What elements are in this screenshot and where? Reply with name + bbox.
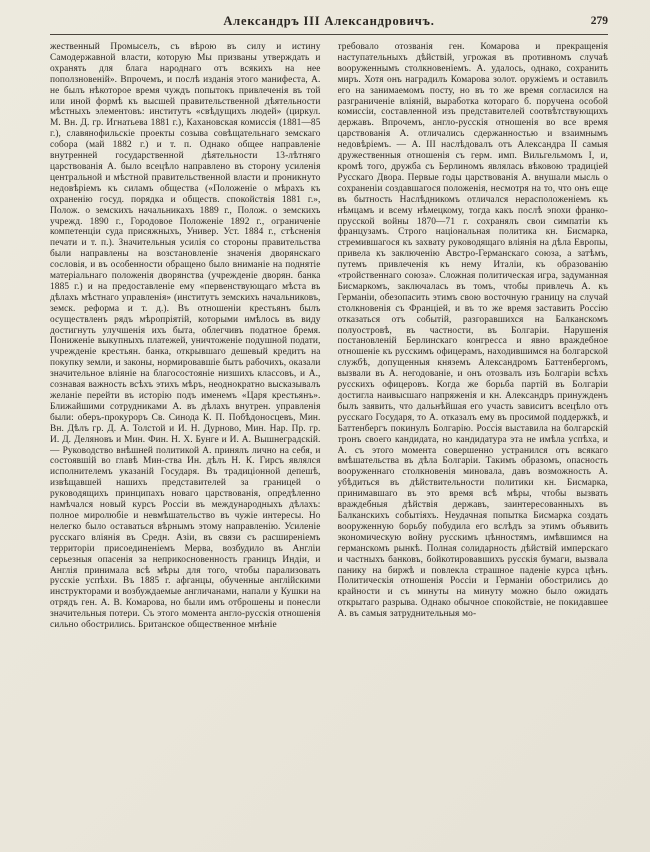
- text-column-right: требовало отозванія ген. Комарова и прекращенія наступательныхъ дѣйствій, угрожая въ противномъ случаѣ вооруженнымъ столкновеніемъ. А. удалось, однако, сохранить миръ. Хотя онъ наградилъ Комарова золот. оружіемъ и оставилъ его на занимаемомъ посту, но въ то же время согласился на разграниченіе вліяній, выработка котораго б. поручена особой комиссіи, составленной изъ представителей соотвѣтствующихъ державъ. Впрочемъ, англо-русскія отношенія во все время царствованія А. отличались сдержанностью и взаимнымъ недовѣріемъ. — А. III наслѣдовалъ отъ Александра II самыя дружественныя отношенія съ герм. имп. Вильгельмомъ I, и, кромѣ того, дружба съ Берлиномъ являлась вѣковою традиціей Русскаго Двора. Первые годы царствованія А. внушали мысль о сохраненіи создавшагося положенія, несмотря на то, что онъ еще въ бытность Наслѣдникомъ отличался нерасположеніемъ къ нѣмцамъ и всему нѣмецкому, тогда какъ послѣ эпохи франко-прусской войны 1870—71 г. сохранялъ свои симпатіи къ французамъ. Строго національная политика кн. Бисмарка, стремившагося къ захвату руководящаго вліянія на дѣла Европы, привела къ заключенію Австро-Германскаго союза, а затѣмъ, путемъ привлеченія къ нему Италіи, къ образованію «тройственнаго союза». Сложная политическая игра, задуманная Бисмаркомъ, заключалась въ томъ, чтобы привлечь А. къ Германіи, обезопасить этимъ свою восточную границу на случай столкновенія съ Франціей, и въ то же время заставить Россію отказаться отъ событій, разгоравшихся на Балканскомъ полуостровѣ, въ частности, въ Болгаріи. Нарушенія постановленій Берлинскаго конгресса и явно враждебное отношеніе къ русскимъ офицерамъ, находившимся на болгарской службѣ, допущенныя княземъ Александромъ Баттенбергомъ, вызвали въ А. негодованіе, и онъ отозвалъ изъ Болгаріи всѣхъ русскихъ офицеровъ. Когда же борьба партій въ Болгаріи достигла наивысшаго напряженія и кн. Александръ принужденъ былъ заявить, что дальнѣйшая его участь зависитъ всецѣло отъ русскаго Государя, то А. отказалъ ему въ просимой поддержкѣ, и Баттенбергъ покинулъ Болгарію. Россія выставила на болгарскій тронъ своего кандидата, но кандидатура эта не имѣла успѣха, и А. съ этого момента совершенно устранился отъ всякаго вмѣшательства въ дѣла Болгаріи. Такимъ образомъ, опасность вооруженнаго столкновенія миновала, давъ возможность А. убѣдиться въ дѣйствительности политики кн. Бисмарка, принимавшаго въ это время всѣ мѣры, чтобы вызвать враждебныя дѣйствія державъ, заинтересованныхъ въ Балканскихъ событіяхъ. Неудачная попытка Бисмарка создать вооруженную борьбу побудила его вслѣдъ за этимъ объявить экономическую войну русскимъ цѣнностямъ, имѣвшимся на германскомъ рынкѣ. Полная солидарность дѣйствій имперскаго и частныхъ банковъ, бойкотировавшихъ русскія бумаги, вызвала панику на биржѣ и повлекла страшное паденіе курса цѣнъ. Политическія отношенія Россіи и Германіи обострились до крайности и съ минуты на минуту можно было ожидать открытаго разрыва. Однако обычное спокойствіе, не покидавшее А. въ самыя затруднительныя мо-: [337, 42, 608, 620]
- page-number: 279: [590, 15, 608, 27]
- text-column-left: жественный Промыселъ, съ вѣрою въ силу и истину Самодержавной власти, которую Мы призваны утверждать и охранять для блага народнаго отъ всякихъ на нее поползновеній». Впрочемъ, и послѣ изданія этого манифеста, А. не былъ нѣкоторое время чуждъ попытокъ привлеченія въ той или иной формѣ къ высшей правительственной дѣятельности мѣстныхъ элементовъ: институтъ «свѣдущихъ людей» (циркул. М. Вн. Д. гр. Игнатьева 1881 г.), Кахановская комиссія (1881—85 г.), славянофильскіе проекты созыва совѣщательнаго земскаго собора (май 1882 г.) и т. п. Однако общее направленіе внутренней государственной дѣятельности 13-лѣтняго царствованія А. было всецѣло направлено въ сторону усиленія центральной и мѣстной правительственной власти и проникнуто недовѣріемъ къ силамъ общества («Положеніе о мѣрахъ къ охраненію госуд. порядка и обществ. спокойствія 1881 г.», Полож. о земскихъ начальникахъ 1889 г., Полож. о земскихъ учрежд. 1890 г., Городовое Положеніе 1892 г., ограниченіе компетенціи суда присяжныхъ, Универ. Уст. 1884 г., стѣсненія печати и т. п.). Значительныя усилія со стороны правительства были направлены на возстановленіе значенія дворянскаго сословія, и въ особенности обращено было вниманіе на поднятіе матеріальнаго положенія дворянства (учрежденіе дворян. банка 1885 г.) и на предоставленіе ему «первенствующаго мѣста въ дѣлахъ мѣстнаго управленія» (институтъ земскихъ начальниковъ, земск. реформа и т. д.). Въ отношеніи крестьянъ былъ осуществленъ рядъ мѣропріятій, которыми имѣлось въ виду достигнуть улучшенія ихъ быта, облегчивъ податное бремя. Пониженіе выкупныхъ платежей, уничтоженіе подушной подати, учрежденіе крестьян. банка, открывшаго дешевый кредитъ на покупку земли, и законы, нормировавшіе бытъ рабочихъ, оказали значительное вліяніе на благосостояніе низшихъ классовъ, и А., сознавая важность всѣхъ этихъ мѣръ, неоднократно высказывалъ желаніе перейти въ исторію подъ именемъ «Царя крестьянъ». Ближайшими сотрудниками А. въ дѣлахъ внутрен. управленія были: оберъ-прокуроръ Св. Синода К. П. Побѣдоносцевъ, Мин. Вн. Дѣлъ гр. Д. А. Толстой и И. Н. Дурново, Мин. Нар. Пр. гр. И. Д. Деляновъ и Мин. Фин. Н. Х. Бунге и И. А. Вышнеградскій. — Руководство внѣшней политикой А. принялъ лично на себя, и состоявшій во главѣ Мин-ства Ин. дѣлъ Н. К. Гирсъ являлся исполнителемъ указаній Государя. Въ традиціонной депешѣ, извѣщавшей нашихъ представителей за границей о руководящихъ принципахъ новаго царствованія, опредѣленно намѣчался новый курсъ Россіи въ международныхъ дѣлахъ: полное миролюбіе и невмѣшательство въ чужіе интересы. Но нелегко было оставаться вѣрнымъ этому направленію. Усиленіе русскаго вліянія въ Средн. Азіи, въ связи съ расширеніемъ территоріи присоединеніемъ Мерва, возбудило въ Англіи серьезныя опасенія за неприкосновенность границъ Индіи, и Англія принимала всѣ мѣры для того, чтобы парализовать русскіе успѣхи. Въ 1885 г. афганцы, обученные англійскими инструкторами и возбуждаемые англичанами, напали у Кушки на отрядъ ген. А. В. Комарова, но были имъ отброшены и понесли значительныя потери. Съ этого момента англо-русскія отношенія сильно обострились. Британское общественное мнѣніе: [50, 42, 321, 631]
- text-columns: [50, 42, 608, 838]
- page-header: [50, 14, 608, 32]
- header-divider: [50, 34, 608, 35]
- running-head-title: Александръ III Александровичъ.: [223, 14, 435, 28]
